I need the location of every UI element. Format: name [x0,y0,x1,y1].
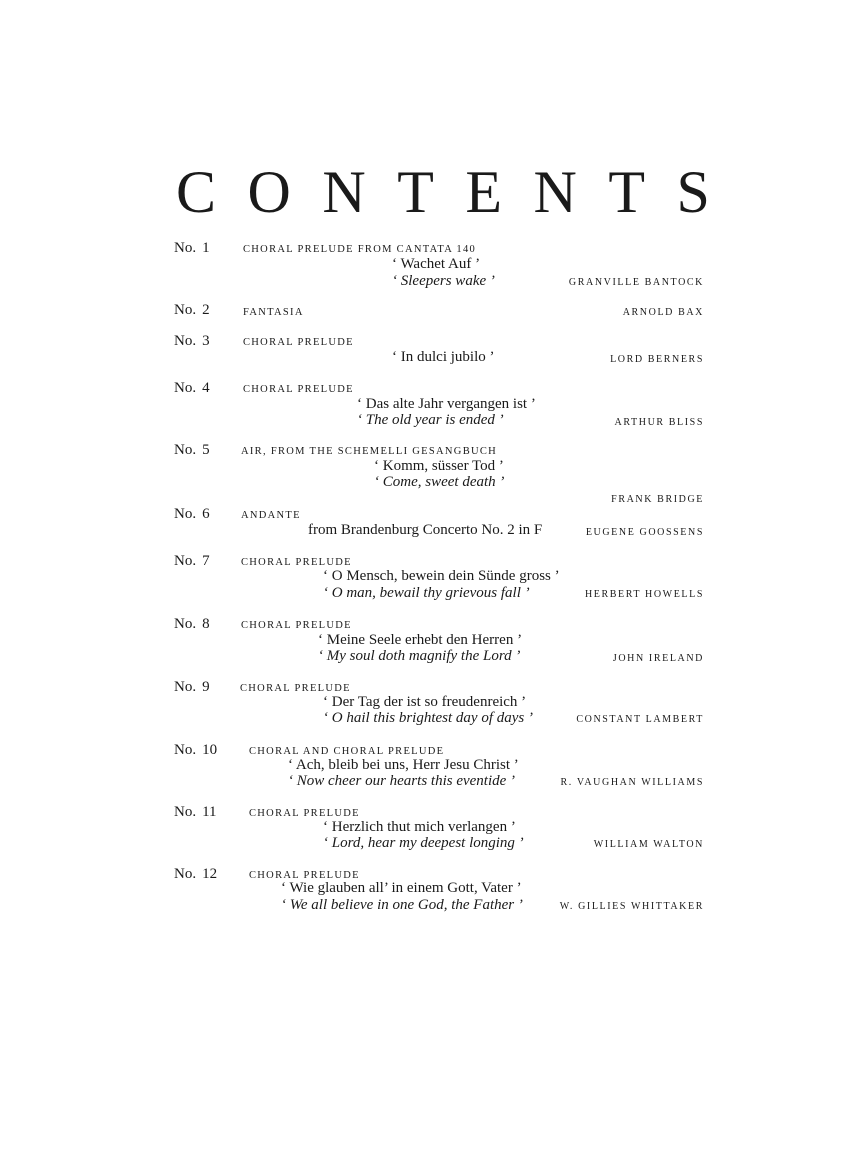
composer-name: HERBERT HOWELLS [584,589,704,600]
entry-number: No. 10 [174,742,218,758]
piece-title-translation: ‘ My soul doth magnify the Lord ’ [318,648,521,664]
piece-title-translation: ‘ O hail this brightest day of days ’ [323,710,533,726]
piece-title-translation: ‘ The old year is ended ’ [357,412,504,428]
entry-number: No. 8 [174,616,210,632]
composer-name: W. GILLIES WHITTAKER [559,901,704,912]
entry-number: No. 2 [174,302,210,318]
page-title [176,157,710,227]
entry-number: No. 4 [174,380,210,396]
composer-name: CONSTANT LAMBERT [576,714,704,725]
page-title-letter: S [676,159,710,225]
piece-title: ‘ In dulci jubilo ’ [392,349,495,365]
piece-title-translation: ‘ O man, bewail thy grievous fall ’ [323,585,530,601]
composer-name: FRANK BRIDGE [611,494,704,505]
piece-type: CHORAL PRELUDE [249,808,360,819]
piece-title-translation: ‘ Sleepers wake ’ [392,273,495,289]
piece-title-translation: ‘ Lord, hear my deepest longing ’ [323,835,524,851]
page-title-letter: N [322,159,366,225]
entry-number: No. 7 [174,553,210,569]
entry-number: No. 3 [174,333,210,349]
piece-type: CHORAL PRELUDE [243,337,354,348]
composer-name: R. VAUGHAN WILLIAMS [560,777,704,788]
piece-type: CHORAL PRELUDE FROM CANTATA 140 [243,244,477,255]
entry-number: No. 12 [174,866,218,882]
page-title-letter: O [247,159,291,225]
page-title-letter: T [608,159,646,225]
piece-type: AIR, FROM THE SCHEMELLI GESANGBUCH [241,446,498,457]
piece-title: from Brandenburg Concerto No. 2 in F [308,522,543,538]
piece-type: CHORAL PRELUDE [241,620,352,631]
piece-type: ANDANTE [241,510,301,521]
piece-title: ‘ Ach, bleib bei uns, Herr Jesu Christ ’ [288,757,519,773]
piece-type: CHORAL PRELUDE [241,557,352,568]
piece-title: ‘ Komm, süsser Tod ’ [374,458,504,474]
composer-name: ARNOLD BAX [622,307,704,318]
piece-title-translation: ‘ We all believe in one God, the Father ’ [281,897,523,913]
piece-title: ‘ Das alte Jahr vergangen ist ’ [357,396,536,412]
page-title-letter: C [176,159,217,225]
piece-title: ‘ Meine Seele erhebt den Herren ’ [318,632,523,648]
piece-type: CHORAL AND CHORAL PRELUDE [249,746,445,757]
composer-name: EUGENE GOOSSENS [585,527,704,538]
entry-number: No. 11 [174,804,217,820]
composer-name: ARTHUR BLISS [614,417,704,428]
piece-title: ‘ Wachet Auf ’ [392,256,481,272]
piece-type: FANTASIA [243,307,304,318]
piece-type: CHORAL PRELUDE [240,683,351,694]
composer-name: WILLIAM WALTON [593,839,704,850]
page-title-letter: E [465,159,503,225]
composer-name: GRANVILLE BANTOCK [568,277,704,288]
piece-type: CHORAL PRELUDE [243,384,354,395]
piece-title: ‘ Herzlich thut mich verlangen ’ [323,819,516,835]
piece-title-translation: ‘ Now cheer our hearts this eventide ’ [288,773,516,789]
entry-number: No. 6 [174,506,210,522]
composer-name: JOHN IRELAND [612,653,704,664]
piece-title: ‘ Der Tag der ist so freudenreich ’ [323,694,527,710]
page-title-letter: T [397,159,434,225]
composer-name: LORD BERNERS [610,354,704,365]
entry-number: No. 5 [174,442,210,458]
piece-title: ‘ O Mensch, bewein dein Sünde gross ’ [323,568,560,584]
piece-title: ‘ Wie glauben all’ in einem Gott, Vater ’ [281,880,522,896]
entry-number: No. 1 [174,240,210,256]
piece-title-translation: ‘ Come, sweet death ’ [374,474,505,490]
page-title-letter: N [533,159,577,225]
piece-type: CHORAL PRELUDE [249,870,360,881]
entry-number: No. 9 [174,679,210,695]
